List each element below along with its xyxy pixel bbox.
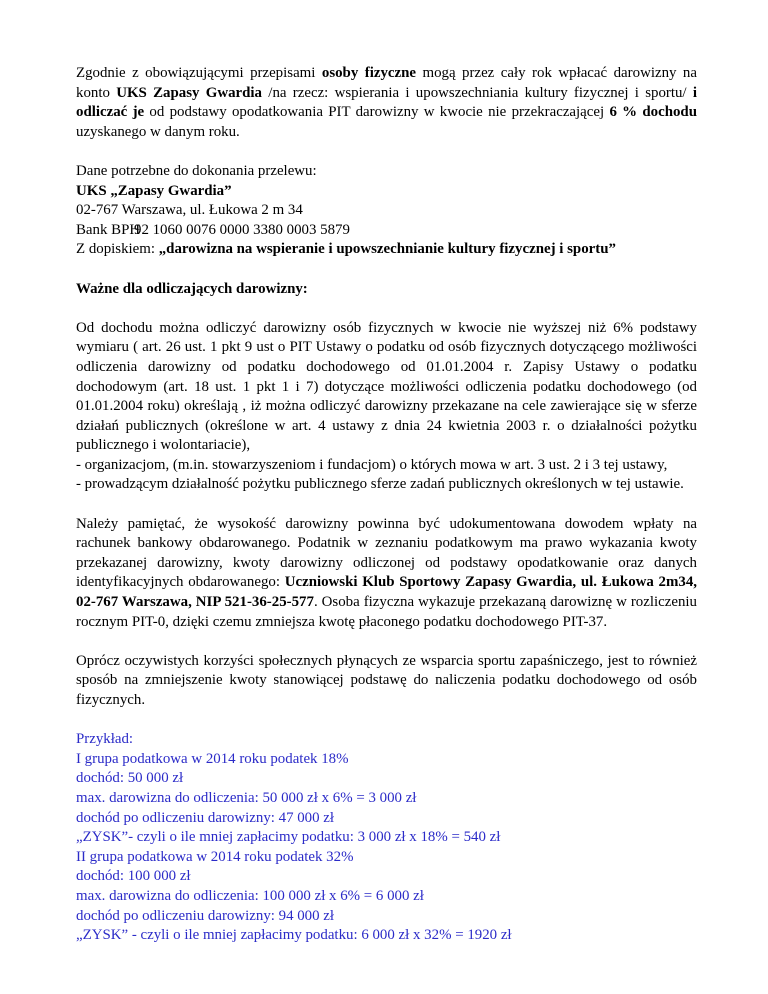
transfer-details: [76, 162, 697, 260]
example-line: dochód po odliczeniu darowizny: 94 000 zł: [76, 907, 335, 924]
bank-account-line: [76, 221, 697, 241]
recipient-address: 02-767 Warszawa, ul. Łukowa 2 m 34: [76, 202, 303, 219]
example-line: Przykład:: [76, 731, 134, 748]
bank-label: Bank BPH: [76, 221, 141, 238]
transfer-note-title: „darowizna na wspieranie i upowszechnianie kultury fizycznej i sportu”: [158, 241, 616, 258]
important-paragraph: Od dochodu można odliczyć darowizny osób fizycznych w kwocie nie wyższej niż 6% podstawy wymiaru ( art. 26 ust. 1 pkt 9 ust o PIT Ustawy o podatku od osób fizycznych dotyczącego możliwości odliczenia darowizny od podatku dochodowego od 01.01.2004 r. Zapisy Ustawy o podatku dochodowym (art. 18 ust. 1 pkt 1 i 7) dotyczące możliwości odliczenia podatku dochodowego (od 01.01.2004 roku) określają , iż można odliczyć darowizny przekazane na cele zawierające się w sferze działań publicznych (określone w art. 4 ustawy z dnia 24 kwietnia 2003 r. o działalności pożytku publicznego i wolontariacie),: [76, 319, 697, 454]
example-line: I grupa podatkowa w 2014 roku podatek 18%: [76, 750, 349, 767]
example-line: „ZYSK” - czyli o ile mniej zapłacimy podatku: 6 000 zł x 32% = 1920 zł: [76, 927, 512, 944]
example-line: dochód po odliczeniu darowizny: 47 000 zł: [76, 809, 335, 826]
list-item: - organizacjom, (m.in. stowarzyszeniom i fundacjom) o których mowa w art. 3 ust. 2 i 3 tej ustawy,: [76, 456, 668, 473]
transfer-heading: Dane potrzebne do dokonania przelewu:: [76, 162, 317, 179]
example-line: dochód: 50 000 zł: [76, 770, 184, 787]
intro-paragraph: [76, 64, 697, 142]
documentation-text-1: Należy pamiętać, że wysokość darowizny powinna być udokumentowana dowodem wpłaty na rachunek bankowy obdarowanego. Podatnik w zeznaniu podatkowym ma prawo wykazania kwoty przekazanej darowizny, kwoty darowizny odliczonej od podstawy opodatkowanie oraz danych identyfikacyjnych obdarowanego:: [76, 515, 697, 591]
example-line: „ZYSK”- czyli o ile mniej zapłacimy podatku: 3 000 zł x 18% = 540 zł: [76, 829, 501, 846]
intro-text-5: uzyskanego w danym roku.: [76, 123, 240, 140]
example-line: max. darowizna do odliczenia: 100 000 zł x 6% = 6 000 zł: [76, 887, 424, 904]
intro-text-2: mogą przez cały rok wpłacać darowizny na konto: [76, 65, 697, 101]
list-item: - prowadzącym działalność pożytku publicznego sferze zadań publicznych określonych w tej ustawie.: [76, 476, 684, 493]
example-line: max. darowizna do odliczenia: 50 000 zł x 6% = 3 000 zł: [76, 789, 417, 806]
documentation-bold-recipient: Uczniowski Klub Sportowy Zapasy Gwardia, ul. Łukowa 2m34, 02-767 Warszawa, NIP 521-36-25-577: [76, 574, 698, 611]
transfer-note-prefix: Z dopiskiem:: [76, 241, 159, 258]
important-section: [76, 319, 697, 495]
important-heading: [76, 280, 697, 300]
intro-bold-percent: 6 % dochodu: [609, 104, 697, 121]
intro-text-4: od podstawy opodatkowania PIT darowizny w kwocie nie przekraczającej: [144, 104, 610, 121]
intro-text-3: /na rzecz: wspierania i upowszechniania kultury fizycznej i sportu/: [262, 84, 693, 101]
example-block: [76, 730, 697, 946]
transfer-note: [76, 240, 697, 260]
intro-bold-osoby-fizyczne: osoby fizyczne: [321, 65, 417, 81]
recipient-name-text: UKS „Zapasy Gwardia”: [76, 182, 232, 199]
documentation-text-2: . Osoba fizyczna wykazuje przekazaną darowiznę w rozliczeniu rocznym PIT-0, dzięki czemu zmniejsza kwotę płaconego podatku dochodowego PIT-37.: [76, 594, 697, 630]
recipient-name: [76, 182, 697, 202]
intro-bold-club-name: UKS Zapasy Gwardia: [116, 84, 263, 101]
benefits-paragraph: Oprócz oczywistych korzyści społecznych płynących ze wsparcia sportu zapaśniczego, jest to również sposób na zmniejszenie kwoty stanowiącej podstawę do naliczenia podatku dochodowego od osób fizycznych.: [76, 652, 697, 708]
intro-text-1: Zgodnie z obowiązującymi przepisami: [76, 65, 322, 81]
example-line: II grupa podatkowa w 2014 roku podatek 32%: [76, 848, 354, 865]
important-heading-text: Ważne dla odliczających darowizny:: [76, 280, 308, 297]
document-page: [76, 64, 697, 946]
example-line: dochód: 100 000 zł: [76, 868, 191, 885]
documentation-paragraph: [76, 515, 697, 633]
intro-bold-deduct: i odliczać je: [76, 84, 697, 121]
account-number: 92 1060 0076 0000 3380 0003 5879: [134, 221, 350, 238]
